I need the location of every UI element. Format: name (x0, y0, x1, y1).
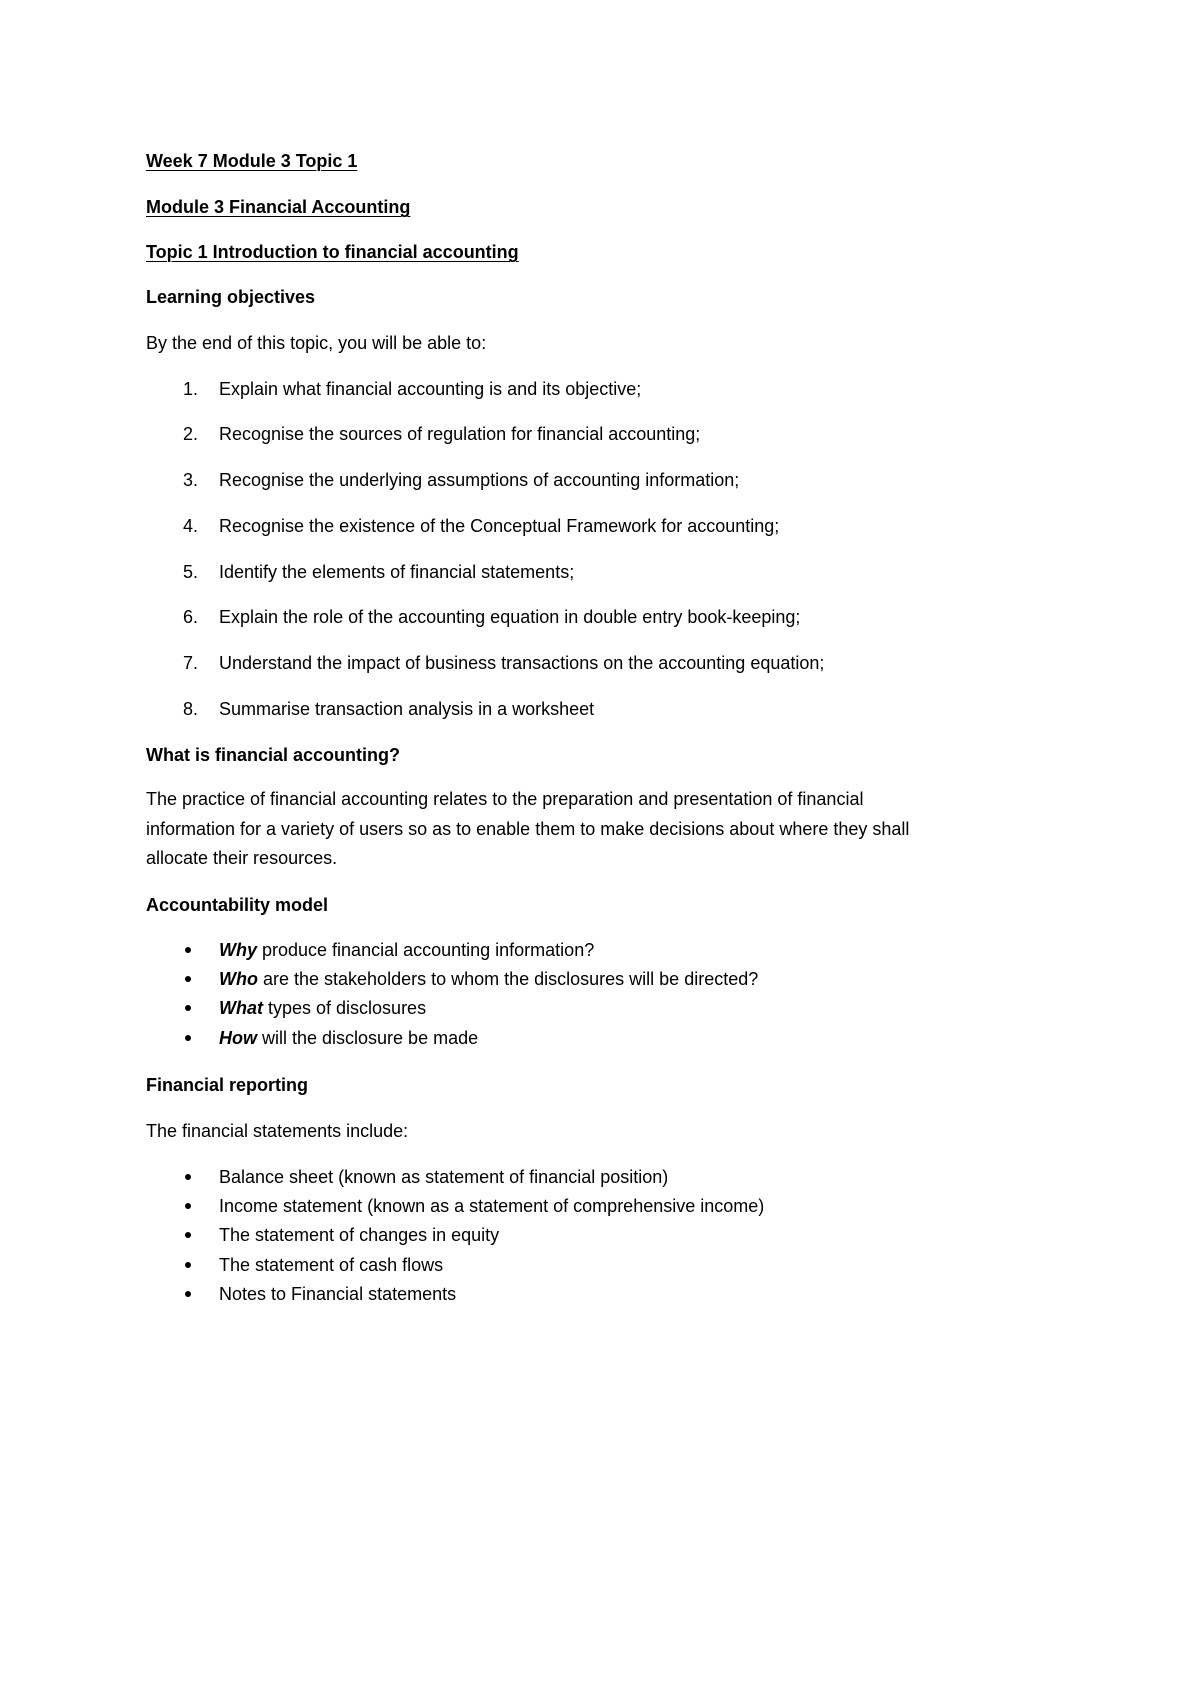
bullet-icon (185, 1203, 191, 1209)
item-rest: types of disclosures (263, 998, 427, 1018)
financial-reporting-heading: Financial reporting (146, 1075, 309, 1095)
list-text: Recognise the underlying assumptions of accounting information; (219, 470, 740, 490)
what-is-heading: What is financial accounting? (146, 745, 401, 765)
list-number: 8. (183, 699, 199, 719)
list-text (219, 967, 758, 991)
list-number: 7. (183, 653, 199, 673)
item-rest: will the disclosure be made (257, 1028, 479, 1048)
reporting-intro: The financial statements include: (146, 1121, 409, 1141)
list-text: Recognise the existence of the Conceptual Framework for accounting; (219, 516, 780, 536)
item-rest: produce financial accounting information? (257, 940, 595, 960)
learning-objectives-heading: Learning objectives (146, 287, 316, 307)
list-text: Balance sheet (known as statement of financial position) (219, 1167, 669, 1187)
module-heading: Module 3 Financial Accounting (146, 197, 411, 217)
list-number: 5. (183, 562, 199, 582)
list-text (219, 938, 594, 962)
list-text: Identify the elements of financial statements; (219, 562, 575, 582)
item-rest: are the stakeholders to whom the disclosures will be directed? (257, 969, 759, 989)
list-text: Notes to Financial statements (219, 1284, 457, 1304)
keyword: What (219, 998, 263, 1018)
bullet-icon (185, 1291, 191, 1297)
list-text: Explain what financial accounting is and its objective; (219, 379, 642, 399)
intro-text: By the end of this topic, you will be able to: (146, 333, 487, 353)
list-text (219, 1026, 478, 1050)
bullet-icon (185, 1174, 191, 1180)
week-heading: Week 7 Module 3 Topic 1 (146, 151, 358, 171)
what-is-paragraph (146, 785, 1046, 874)
bullet-icon (185, 1005, 191, 1011)
paragraph-line: The practice of financial accounting relates to the preparation and presentation of financial (146, 789, 864, 809)
list-text: Income statement (known as a statement of comprehensive income) (219, 1196, 765, 1216)
bullet-icon (185, 947, 191, 953)
list-number: 6. (183, 607, 199, 627)
bullet-icon (185, 1232, 191, 1238)
list-text: Recognise the sources of regulation for financial accounting; (219, 424, 701, 444)
topic-heading: Topic 1 Introduction to financial accounting (146, 242, 519, 262)
list-number: 4. (183, 516, 199, 536)
keyword: Why (219, 940, 257, 960)
accountability-heading: Accountability model (146, 895, 329, 915)
bullet-icon (185, 1262, 191, 1268)
list-number: 3. (183, 470, 199, 490)
bullet-icon (185, 976, 191, 982)
list-text: Understand the impact of business transactions on the accounting equation; (219, 653, 825, 673)
list-text: Summarise transaction analysis in a worksheet (219, 699, 595, 719)
list-number: 2. (183, 424, 199, 444)
list-text: The statement of cash flows (219, 1255, 444, 1275)
list-number: 1. (183, 379, 199, 399)
list-text: The statement of changes in equity (219, 1225, 500, 1245)
paragraph-line: allocate their resources. (146, 848, 338, 868)
paragraph-line: information for a variety of users so as to enable them to make decisions about where they shall (146, 818, 910, 839)
bullet-icon (185, 1035, 191, 1041)
keyword: Who (219, 969, 258, 989)
list-text: Explain the role of the accounting equation in double entry book-keeping; (219, 607, 801, 627)
list-text (219, 996, 426, 1020)
keyword: How (219, 1028, 257, 1048)
